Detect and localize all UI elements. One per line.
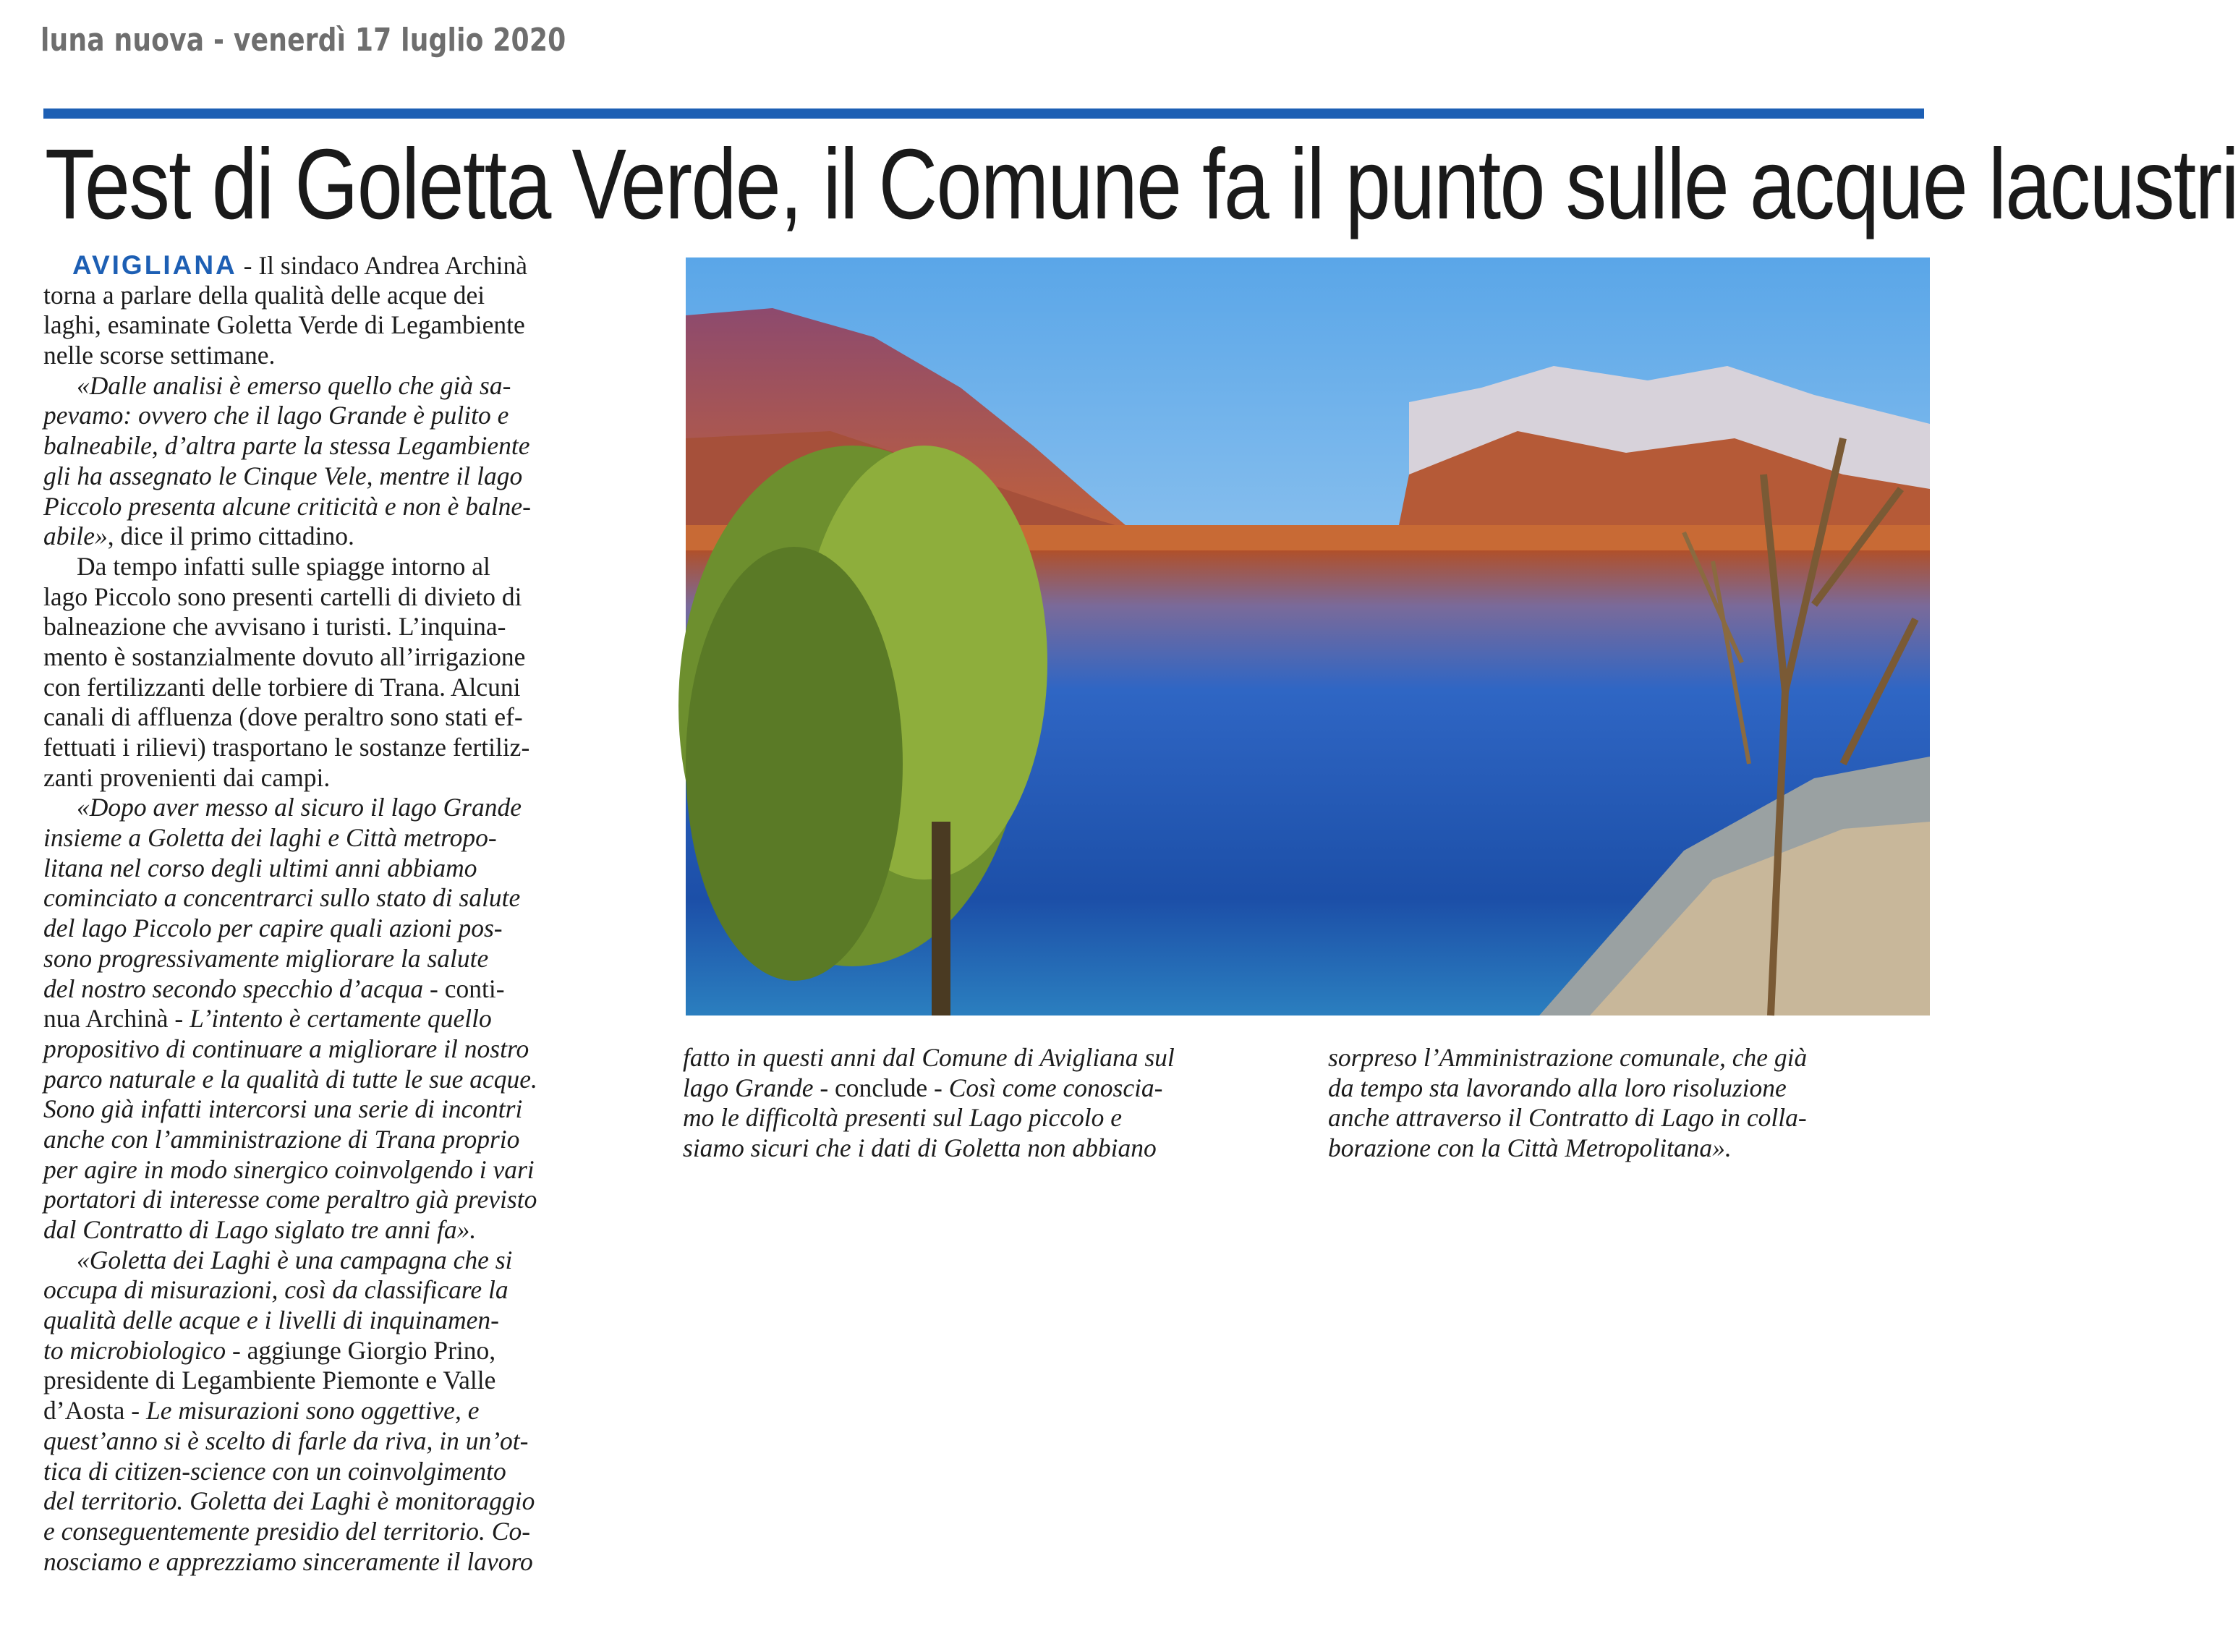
text-line: sorpreso l’Amministrazione comunale, che già bbox=[1328, 1043, 1808, 1072]
text-line: gli ha assegnato le Cinque Vele, mentre il lago bbox=[43, 461, 523, 490]
text-line: occupa di misurazioni, così da classificare la bbox=[43, 1275, 509, 1305]
text-line: fettuati i rilievi) trasportano le sostanze fertiliz- bbox=[43, 733, 530, 762]
text-line: «Dopo aver messo al sicuro il lago Grande bbox=[77, 793, 522, 822]
text-line: del lago Piccolo per capire quali azioni pos- bbox=[43, 914, 503, 943]
text-line: nua Archinà - L’intento è certamente quello bbox=[43, 1004, 492, 1034]
text-line: e conseguentemente presidio del territorio. Co- bbox=[43, 1516, 531, 1546]
text-line: siamo sicuri che i dati di Goletta non abbiano bbox=[683, 1133, 1157, 1163]
text-line: canali di affluenza (dove peraltro sono stati ef- bbox=[43, 702, 523, 732]
text-line: Da tempo infatti sulle spiagge intorno al bbox=[77, 551, 490, 581]
text-line: balneazione che avvisano i turisti. L’inquina- bbox=[43, 612, 506, 642]
text-line: laghi, esaminate Goletta Verde di Legambiente bbox=[43, 310, 525, 340]
text-line: lago Piccolo sono presenti cartelli di divieto di bbox=[43, 582, 522, 611]
text-line: qualità delle acque e i livelli di inquinamen- bbox=[43, 1306, 499, 1335]
text-line: del territorio. Goletta dei Laghi è monitoraggio bbox=[43, 1486, 535, 1516]
text-line: nelle scorse settimane. bbox=[43, 341, 276, 370]
text-line: sono progressivamente migliorare la salute bbox=[43, 943, 489, 973]
text-line: Piccolo presenta alcune criticità e non è balne- bbox=[43, 491, 531, 521]
text-line: cominciato a concentrarci sullo stato di salute bbox=[43, 883, 521, 913]
article-column-1 bbox=[43, 250, 652, 1577]
text-line: borazione con la Città Metropolitana». bbox=[1328, 1133, 1732, 1163]
text-line: «Dalle analisi è emerso quello che già sa- bbox=[77, 370, 511, 400]
text-line: to microbiologico - aggiunge Giorgio Prino, bbox=[43, 1335, 496, 1365]
headline: Test di Goletta Verde, il Comune fa il punto sulle acque lacustri bbox=[45, 129, 2238, 240]
text-line: d’Aosta - Le misurazioni sono oggettive, e bbox=[43, 1396, 480, 1426]
text-line: anche attraverso il Contratto di Lago in colla- bbox=[1328, 1103, 1807, 1133]
text-line: tica di citizen-science con un coinvolgimento bbox=[43, 1456, 506, 1486]
text-line: da tempo sta lavorando alla loro risoluzione bbox=[1328, 1073, 1787, 1102]
text-line: AVIGLIANA - Il sindaco Andrea Archinà bbox=[72, 250, 527, 280]
text-line: anche con l’amministrazione di Trana proprio bbox=[43, 1124, 520, 1154]
kicker: AVIGLIANA bbox=[72, 250, 237, 280]
text-line: del nostro secondo specchio d’acqua - conti- bbox=[43, 974, 505, 1003]
text-line: litana nel corso degli ultimi anni abbiamo bbox=[43, 853, 477, 882]
header-rule bbox=[43, 108, 1924, 119]
text-line: «Goletta dei Laghi è una campagna che si bbox=[77, 1245, 513, 1274]
text-line: zanti provenienti dai campi. bbox=[43, 762, 331, 792]
text-line: torna a parlare della qualità delle acque dei bbox=[43, 280, 485, 310]
text-line: parco naturale e la qualità di tutte le sue acque. bbox=[43, 1064, 537, 1094]
text-line: con fertilizzanti delle torbiere di Trana. Alcuni bbox=[43, 672, 521, 702]
text-line: fatto in questi anni dal Comune di Avigliana sul bbox=[683, 1043, 1175, 1072]
text-line: mo le difficoltà presenti sul Lago piccolo e bbox=[683, 1103, 1123, 1133]
text-line: insieme a Goletta dei laghi e Città metropo- bbox=[43, 823, 497, 853]
text-line: abile», dice il primo cittadino. bbox=[43, 521, 354, 551]
article-column-3 bbox=[1328, 1043, 1928, 1164]
text-line: portatori di interesse come peraltro già previsto bbox=[43, 1185, 537, 1214]
text-line: presidente di Legambiente Piemonte e Valle bbox=[43, 1366, 496, 1395]
text-line: per agire in modo sinergico coinvolgendo i vari bbox=[43, 1154, 535, 1184]
publication-header: luna nuova - venerdì 17 luglio 2020 bbox=[41, 22, 566, 59]
text-line: dal Contratto di Lago siglato tre anni fa». bbox=[43, 1215, 477, 1244]
text-line: nosciamo e apprezziamo sinceramente il lavoro bbox=[43, 1546, 533, 1576]
text-line: pevamo: ovvero che il lago Grande è pulito e bbox=[43, 401, 509, 430]
text-line: quest’anno si è scelto di farle da riva, in un’ot- bbox=[43, 1426, 529, 1455]
text-line: mento è sostanzialmente dovuto all’irrigazione bbox=[43, 642, 526, 671]
article-column-2 bbox=[683, 1043, 1283, 1164]
lake-photo-illustration bbox=[686, 257, 1930, 1016]
text-line: propositivo di continuare a migliorare il nostro bbox=[43, 1034, 529, 1063]
text-line: Sono già infatti intercorsi una serie di incontri bbox=[43, 1094, 523, 1124]
text-line: balneabile, d’altra parte la stessa Legambiente bbox=[43, 431, 530, 461]
text-line: lago Grande - conclude - Così come conoscia- bbox=[683, 1073, 1163, 1102]
lake-photo bbox=[686, 257, 1930, 1016]
